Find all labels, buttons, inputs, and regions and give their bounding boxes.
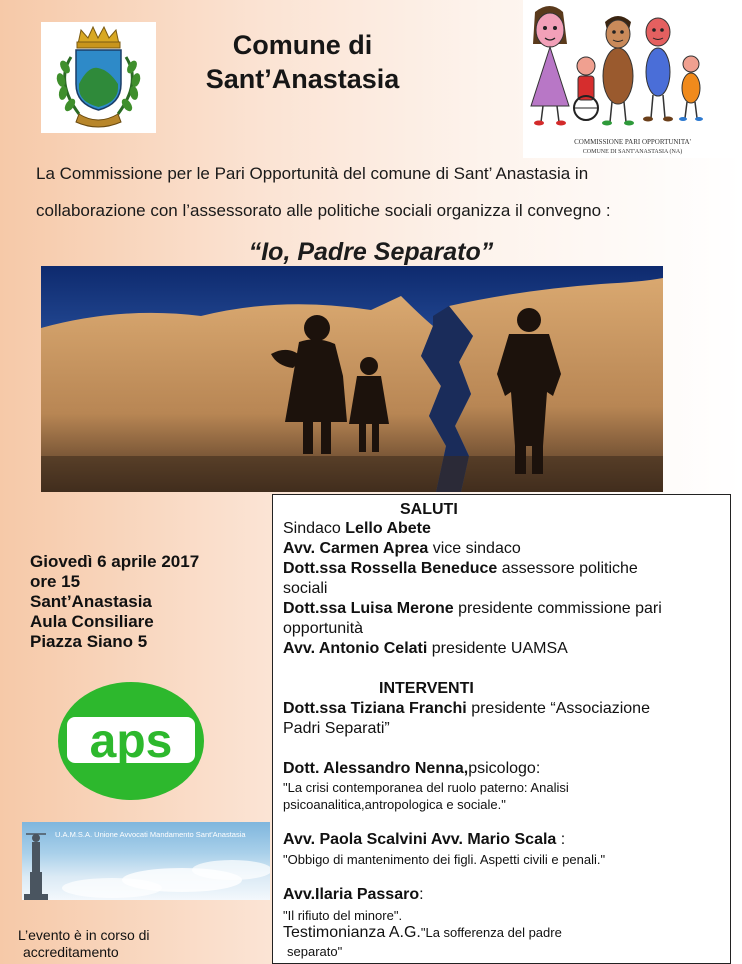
- program-box: [272, 494, 731, 964]
- aps-logo: [57, 681, 205, 801]
- speaker-franchi-cont: Padri Separati”: [283, 720, 390, 737]
- saluti-heading: SALUTI: [400, 501, 458, 518]
- family-figures-icon: [523, 0, 742, 130]
- page-title: [170, 28, 435, 96]
- event-venue: Aula Consiliare: [30, 612, 154, 631]
- saluti-item: Avv. Antonio Celati presidente UAMSA: [283, 640, 568, 657]
- talk-title-scalvini: "Obbigo di mantenimento dei figli. Aspetti civili e penali.": [283, 852, 606, 867]
- accreditation-line-1: L’evento è in corso di: [18, 927, 150, 943]
- speaker-nenna: Dott. Alessandro Nenna,psicologo:: [283, 760, 541, 777]
- uamsa-banner-text: U.A.M.S.A. Unione Avvocati Mandamento Sant'Anastasia: [55, 830, 246, 839]
- event-time: ore 15: [30, 572, 81, 591]
- talk-title-nenna-2: psicoanalitica,antropologica e sociale.": [283, 797, 506, 812]
- saluti-item: Sindaco Lello Abete: [283, 520, 431, 537]
- title-line-1: Comune di: [232, 30, 373, 60]
- accreditation-line-2: accreditamento: [23, 944, 119, 960]
- family-separation-photo: [41, 266, 663, 492]
- speaker-passaro: Avv.Ilaria Passaro:: [283, 886, 424, 903]
- testimonianza: Testimonianza A.G."La sofferenza del padre: [283, 924, 562, 941]
- saluti-item-cont: sociali: [283, 580, 328, 597]
- event-town: Sant’Anastasia: [30, 592, 152, 611]
- intro-line-1: La Commissione per le Pari Opportunità del comune di Sant’ Anastasia in: [36, 164, 589, 183]
- title-line-2: Sant’Anastasia: [205, 64, 400, 94]
- event-address: Piazza Siano 5: [30, 632, 148, 651]
- talk-title-nenna-1: "La crisi contemporanea del ruolo paterno: Analisi: [283, 780, 569, 795]
- aps-logo-text: aps: [89, 715, 173, 768]
- commission-caption-2: COMUNE DI SANT'ANASTASIA (NA): [582, 149, 683, 155]
- saluti-item: Avv. Carmen Aprea vice sindaco: [283, 540, 521, 557]
- event-date: Giovedì 6 aprile 2017: [30, 552, 200, 571]
- event-title: “Io, Padre Separato”: [248, 238, 494, 266]
- interventi-heading: INTERVENTI: [379, 680, 474, 697]
- speaker-scalvini-scala: Avv. Paola Scalvini Avv. Mario Scala :: [283, 831, 566, 848]
- speaker-franchi: Dott.ssa Tiziana Franchi presidente “Associazione: [283, 700, 650, 717]
- accreditation-note: [18, 927, 150, 961]
- commission-logo: [523, 0, 742, 158]
- saluti-item-cont: opportunità: [283, 620, 364, 637]
- testimonianza-cont: separato": [287, 944, 343, 959]
- uamsa-banner: [22, 822, 270, 900]
- saluti-item: Dott.ssa Luisa Merone presidente commissione pari: [283, 600, 662, 617]
- coat-of-arms-icon: [41, 22, 156, 133]
- saluti-item: Dott.ssa Rossella Beneduce assessore politiche: [283, 560, 638, 577]
- talk-title-passaro: "Il rifiuto del minore".: [283, 908, 403, 923]
- commission-caption-1: COMMISSIONE PARI OPPORTUNITA': [574, 138, 691, 146]
- event-info: [30, 552, 199, 652]
- intro-line-2: collaborazione con l’assessorato alle politiche sociali organizza il convegno :: [36, 201, 611, 220]
